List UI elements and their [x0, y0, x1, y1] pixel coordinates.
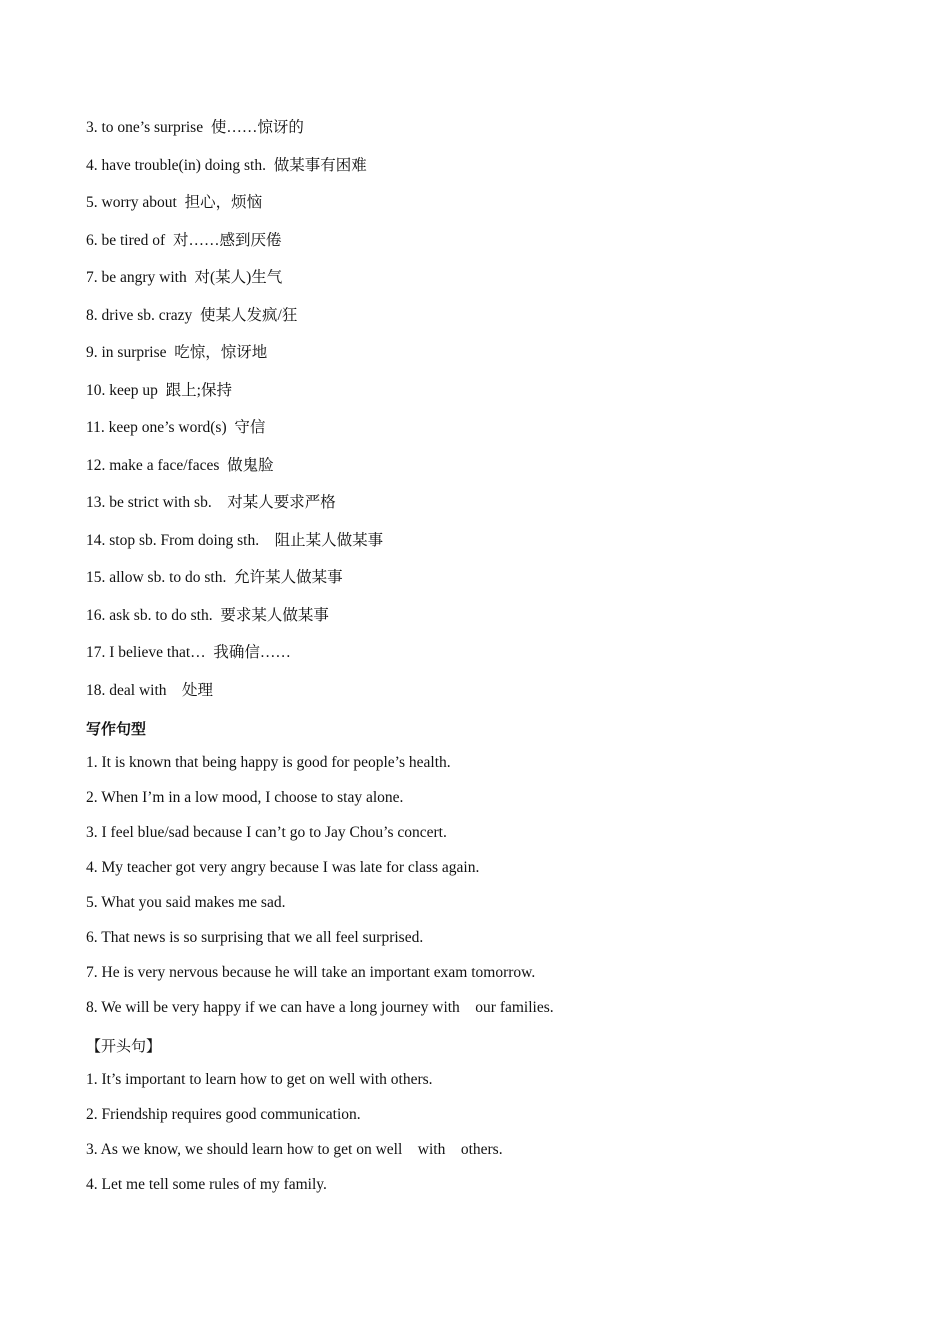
phrase-item: 10. keep up 跟上;保持 — [86, 382, 232, 399]
opening-item: 1. It’s important to learn how to get on well with others. — [86, 1071, 433, 1088]
phrase-item: 6. be tired of 对……感到厌倦 — [86, 232, 282, 249]
phrase-item: 18. deal with 处理 — [86, 682, 213, 699]
phrase-item: 8. drive sb. crazy 使某人发疯/狂 — [86, 307, 298, 324]
phrase-item: 9. in surprise 吃惊，惊讶地 — [86, 344, 268, 361]
opening-item: 2. Friendship requires good communication. — [86, 1106, 361, 1123]
phrase-item: 17. I believe that… 我确信…… — [86, 644, 291, 661]
phrase-item: 7. be angry with 对(某人)生气 — [86, 269, 283, 286]
phrase-item: 4. have trouble(in) doing sth. 做某事有困难 — [86, 157, 367, 174]
sentence-item: 4. My teacher got very angry because I was late for class again. — [86, 859, 480, 876]
phrase-item: 5. worry about 担心，烦恼 — [86, 194, 263, 211]
sentence-item: 8. We will be very happy if we can have a long journey with our families. — [86, 999, 554, 1016]
phrase-item: 16. ask sb. to do sth. 要求某人做某事 — [86, 607, 329, 624]
phrase-item: 12. make a face/faces 做鬼脸 — [86, 457, 274, 474]
sentence-item: 3. I feel blue/sad because I can’t go to Jay Chou’s concert. — [86, 824, 447, 841]
section-heading-writing: 写作句型 — [86, 720, 147, 738]
phrase-item: 13. be strict with sb. 对某人要求严格 — [86, 494, 336, 511]
sentence-item: 5. What you said makes me sad. — [86, 894, 286, 911]
section-heading-opening: 【开头句】 — [86, 1037, 162, 1055]
sentence-item: 1. It is known that being happy is good for people’s health. — [86, 754, 451, 771]
phrase-item: 11. keep one’s word(s) 守信 — [86, 419, 266, 436]
phrase-item: 15. allow sb. to do sth. 允许某人做某事 — [86, 569, 343, 586]
sentence-item: 6. That news is so surprising that we all feel surprised. — [86, 929, 424, 946]
sentence-item: 2. When I’m in a low mood, I choose to stay alone. — [86, 789, 404, 806]
sentence-item: 7. He is very nervous because he will take an important exam tomorrow. — [86, 964, 536, 981]
phrase-item: 3. to one’s surprise 使……惊讶的 — [86, 119, 304, 136]
phrase-item: 14. stop sb. From doing sth. 阻止某人做某事 — [86, 532, 384, 549]
opening-item: 3. As we know, we should learn how to get on well with others. — [86, 1141, 503, 1158]
opening-item: 4. Let me tell some rules of my family. — [86, 1176, 327, 1193]
